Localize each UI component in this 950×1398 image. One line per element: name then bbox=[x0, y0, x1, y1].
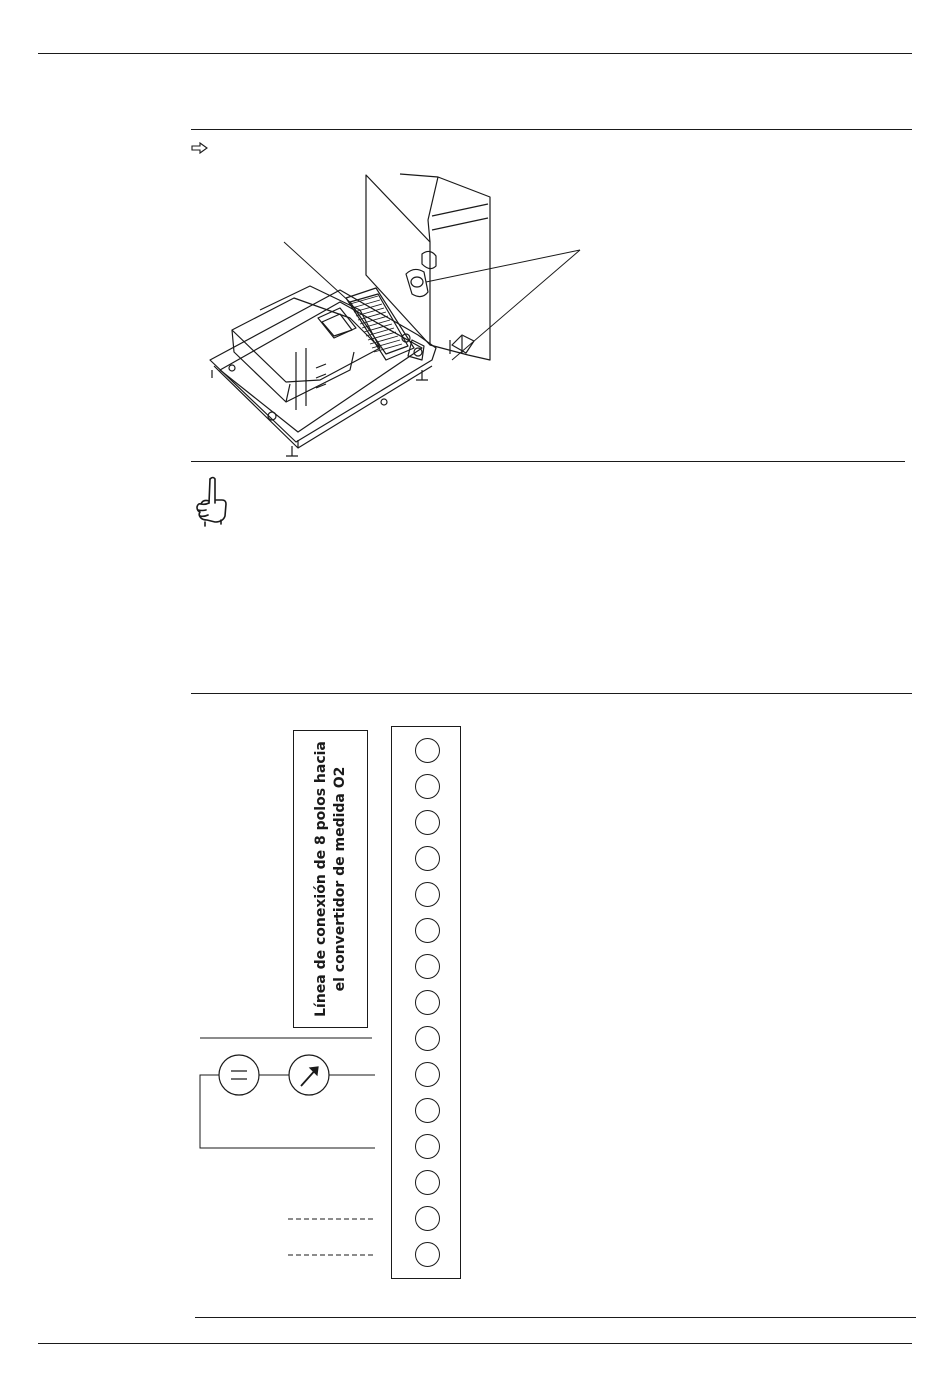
terminal-15 bbox=[415, 1242, 440, 1267]
terminal-13 bbox=[415, 1170, 440, 1195]
wire-loop bbox=[200, 1075, 375, 1148]
connection-line-label-line2: el convertidor de medida O2 bbox=[331, 766, 348, 992]
terminal-12 bbox=[415, 1134, 440, 1159]
terminal-8 bbox=[415, 990, 440, 1015]
meter-symbol bbox=[289, 1055, 329, 1095]
terminal-7 bbox=[415, 954, 440, 979]
terminal-4 bbox=[415, 846, 440, 871]
connection-line-label-line1: Línea de conexión de 8 polos hacia bbox=[312, 741, 329, 1017]
terminal-block bbox=[391, 726, 461, 1279]
terminal-11 bbox=[415, 1098, 440, 1123]
terminal-3 bbox=[415, 810, 440, 835]
terminal-6 bbox=[415, 918, 440, 943]
terminal-14 bbox=[415, 1206, 440, 1231]
terminal-5 bbox=[415, 882, 440, 907]
terminal-10 bbox=[415, 1062, 440, 1087]
terminal-1 bbox=[415, 738, 440, 763]
dc-source-symbol bbox=[219, 1055, 259, 1095]
terminal-2 bbox=[415, 774, 440, 799]
terminal-9 bbox=[415, 1026, 440, 1051]
